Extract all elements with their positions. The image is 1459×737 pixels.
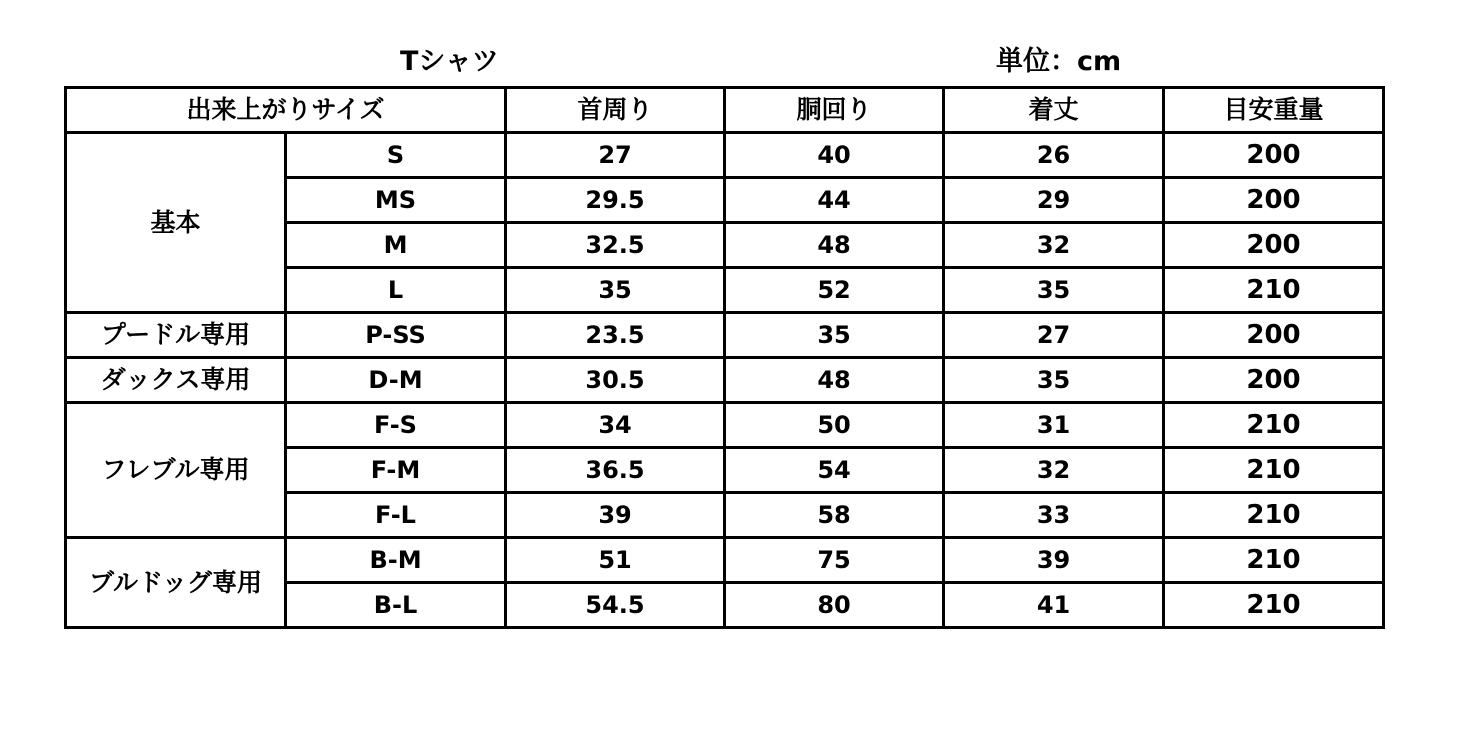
table-row (66, 403, 1384, 448)
body-cell: 44 (725, 178, 944, 223)
weight-cell: 200 (1164, 178, 1384, 223)
table-row (66, 538, 1384, 583)
group-label: フレブル専用 (66, 403, 286, 538)
size-cell: MS (286, 178, 506, 223)
header-neck: 首周り (506, 88, 725, 133)
body-cell: 48 (725, 223, 944, 268)
body-cell: 35 (725, 313, 944, 358)
body-cell: 58 (725, 493, 944, 538)
weight-cell: 210 (1164, 403, 1384, 448)
neck-cell: 54.5 (506, 583, 725, 628)
length-cell: 32 (944, 448, 1164, 493)
size-table (64, 86, 1385, 629)
weight-cell: 210 (1164, 583, 1384, 628)
header-length: 着丈 (944, 88, 1164, 133)
group-label: ブルドッグ専用 (66, 538, 286, 628)
length-cell: 29 (944, 178, 1164, 223)
body-cell: 40 (725, 133, 944, 178)
neck-cell: 34 (506, 403, 725, 448)
size-cell: L (286, 268, 506, 313)
weight-cell: 200 (1164, 313, 1384, 358)
header-row (66, 88, 1384, 133)
neck-cell: 27 (506, 133, 725, 178)
length-cell: 31 (944, 403, 1164, 448)
table-row (66, 133, 1384, 178)
length-cell: 32 (944, 223, 1164, 268)
group-label: プードル専用 (66, 313, 286, 358)
length-cell: 35 (944, 358, 1164, 403)
table-row (66, 313, 1384, 358)
size-cell: F-S (286, 403, 506, 448)
weight-cell: 210 (1164, 268, 1384, 313)
weight-cell: 200 (1164, 358, 1384, 403)
neck-cell: 29.5 (506, 178, 725, 223)
weight-cell: 200 (1164, 223, 1384, 268)
table-row (66, 358, 1384, 403)
size-cell: S (286, 133, 506, 178)
length-cell: 39 (944, 538, 1164, 583)
length-cell: 26 (944, 133, 1164, 178)
size-cell: B-L (286, 583, 506, 628)
body-cell: 48 (725, 358, 944, 403)
weight-cell: 210 (1164, 448, 1384, 493)
body-cell: 54 (725, 448, 944, 493)
header-weight: 目安重量 (1164, 88, 1384, 133)
neck-cell: 35 (506, 268, 725, 313)
group-label: ダックス専用 (66, 358, 286, 403)
length-cell: 27 (944, 313, 1164, 358)
size-cell: F-M (286, 448, 506, 493)
size-cell: F-L (286, 493, 506, 538)
weight-cell: 210 (1164, 493, 1384, 538)
length-cell: 41 (944, 583, 1164, 628)
size-cell: D-M (286, 358, 506, 403)
header-finished-size: 出来上がりサイズ (66, 88, 506, 133)
size-cell: M (286, 223, 506, 268)
size-cell: P-SS (286, 313, 506, 358)
neck-cell: 36.5 (506, 448, 725, 493)
body-cell: 50 (725, 403, 944, 448)
weight-cell: 210 (1164, 538, 1384, 583)
group-label: 基本 (66, 133, 286, 313)
size-cell: B-M (286, 538, 506, 583)
body-cell: 75 (725, 538, 944, 583)
neck-cell: 51 (506, 538, 725, 583)
neck-cell: 39 (506, 493, 725, 538)
neck-cell: 23.5 (506, 313, 725, 358)
header-body: 胴回り (725, 88, 944, 133)
neck-cell: 32.5 (506, 223, 725, 268)
body-cell: 80 (725, 583, 944, 628)
weight-cell: 200 (1164, 133, 1384, 178)
unit-label: 単位：cm (996, 46, 1122, 77)
length-cell: 33 (944, 493, 1164, 538)
product-title: Tシャツ (400, 46, 499, 77)
length-cell: 35 (944, 268, 1164, 313)
neck-cell: 30.5 (506, 358, 725, 403)
body-cell: 52 (725, 268, 944, 313)
